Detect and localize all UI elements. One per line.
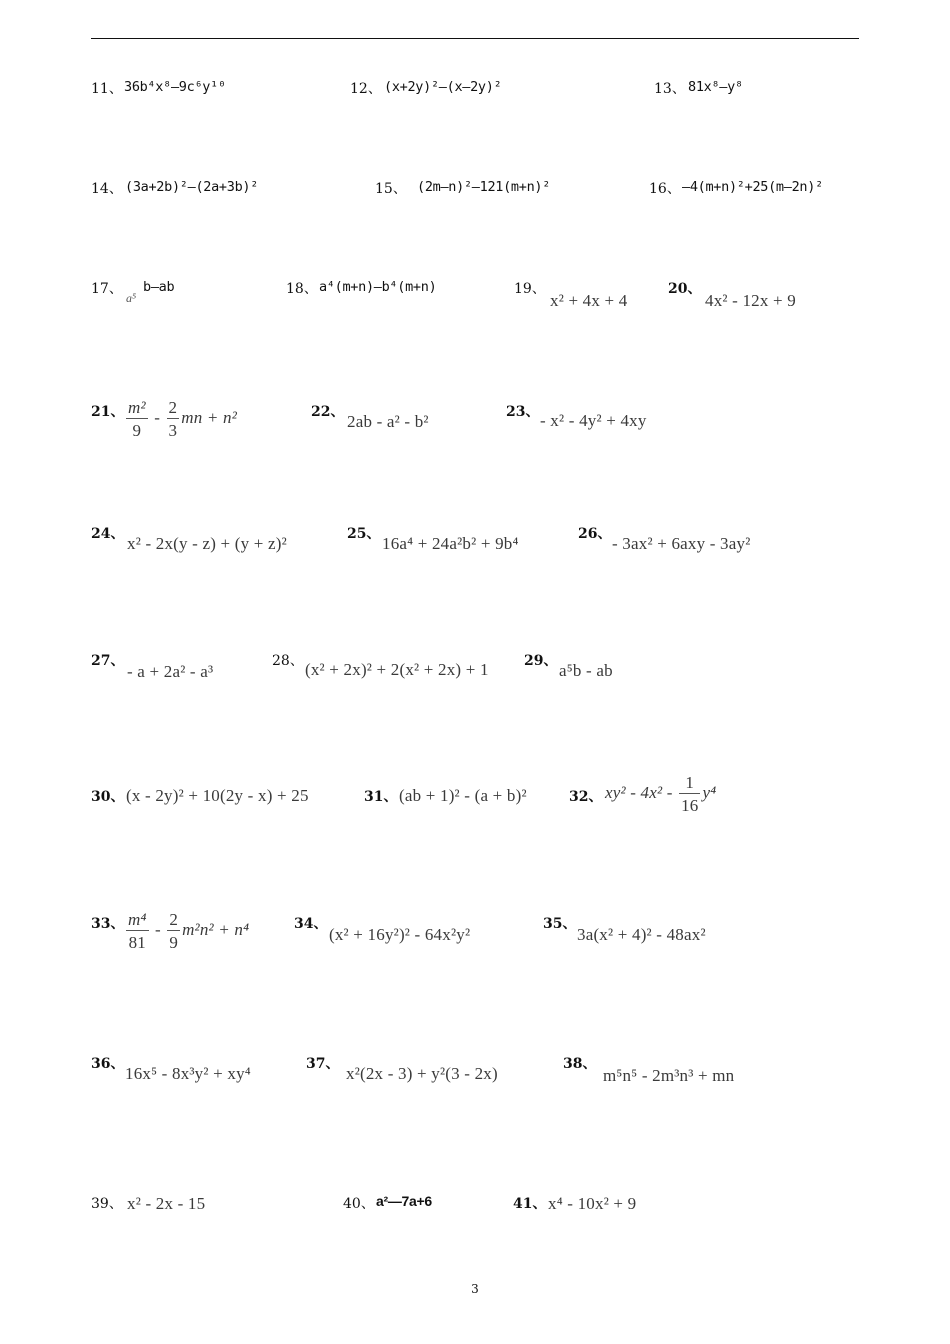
fraction-numerator: 2: [168, 398, 178, 417]
problem-number: 40、: [343, 1196, 375, 1212]
problem-expression: (2m—n)²—121(m+n)²: [417, 179, 551, 195]
problem-expression: x² + 4x + 4: [550, 291, 628, 310]
problem-expression: a⁵b - ab: [559, 661, 613, 680]
problem-expression: m⁵n⁵ - 2m³n³ + mn: [603, 1066, 735, 1085]
problem-number: 13、: [654, 81, 686, 97]
problem-number: 21、: [91, 404, 125, 420]
problem-expression: a⁴(m+n)—b⁴(m+n): [319, 279, 437, 295]
problem-expression: (ab + 1)² - (a + b)²: [399, 786, 527, 805]
problem-number: 17、: [91, 281, 123, 297]
expression-tail: m²n² + n⁴: [182, 919, 250, 939]
fraction-denominator: 9: [132, 421, 142, 440]
fraction: [679, 774, 700, 814]
fraction-numerator: 1: [679, 774, 700, 794]
problem-expression: (x+2y)²—(x—2y)²: [384, 79, 502, 95]
problem-expression: x² - 2x - 15: [127, 1194, 206, 1213]
problem-number: 31、: [364, 789, 398, 805]
problem-number: 34、: [294, 916, 328, 932]
problem-number: 22、: [311, 404, 345, 420]
problem-number: 16、: [649, 181, 681, 197]
problem-expression: $\frac{\text{m²}}{9}$ - $\frac{2}{3}$ mn + n²: [128, 398, 237, 440]
problem-number: 15、: [375, 181, 407, 197]
problem-expression: x²(2x - 3) + y²(3 - 2x): [346, 1064, 498, 1083]
problem-expression: —4(m+n)²+25(m—2n)²: [682, 179, 823, 195]
expression-tail: y⁴: [702, 782, 717, 802]
problem-expression: x² - 2x(y - z) + (y + z)²: [127, 534, 287, 553]
page-number: 3: [471, 1282, 479, 1296]
problem-expression: 81x⁸—y⁸: [688, 79, 743, 95]
problem-expression: - x² - 4y² + 4xy: [540, 411, 647, 430]
problem-expression: - a + 2a² - a³: [127, 662, 214, 681]
problem-expression: (x² + 16y²)² - 64x²y²: [329, 925, 471, 944]
problem-expression: x⁴ - 10x² + 9: [548, 1194, 637, 1213]
problem-number: 25、: [347, 526, 381, 542]
fraction: [167, 399, 180, 439]
problem-expression: (x² + 2x)² + 2(x² + 2x) + 1: [305, 660, 489, 679]
header-rule: [91, 38, 859, 39]
problem-number: 32、: [569, 789, 603, 805]
problem-expression-prefix: a⁵: [126, 291, 137, 305]
problem-number: 19、: [514, 281, 546, 297]
fraction-numerator: m²: [128, 398, 146, 417]
fraction-numerator: m⁴: [128, 910, 147, 929]
problem-number: 12、: [350, 81, 382, 97]
problem-number: 38、: [563, 1056, 597, 1072]
problem-number: 23、: [506, 404, 540, 420]
fraction: [126, 399, 148, 439]
problem-expression: b—ab: [143, 279, 175, 295]
problem-number: 33、: [91, 916, 125, 932]
problem-number: 28、: [272, 653, 304, 669]
problem-number: 41、: [513, 1196, 547, 1212]
fraction-denominator: 81: [128, 933, 146, 952]
problem-expression: [605, 774, 716, 814]
fraction-denominator: 16: [681, 796, 699, 815]
problem-number: 14、: [91, 181, 123, 197]
expression-head: xy² - 4x² -: [605, 782, 673, 802]
problem-number: 11、: [91, 81, 123, 97]
problem-expression: (x - 2y)² + 10(2y - x) + 25: [126, 786, 309, 805]
problem-number: 37、: [306, 1056, 340, 1072]
problem-number: 29、: [524, 653, 558, 669]
problem-expression: $\frac{\text{m⁴}}{81}$ - $\frac{2}{9}$ m²n² + n⁴: [128, 910, 250, 952]
problem-number: 35、: [543, 916, 577, 932]
problem-expression: a²—7a+6: [376, 1193, 432, 1209]
problem-expression: 16x⁵ - 8x³y² + xy⁴: [125, 1064, 251, 1083]
fraction-denominator: 9: [169, 933, 179, 952]
problem-number: 24、: [91, 526, 125, 542]
problem-expression: 2ab - a² - b²: [347, 412, 429, 431]
fraction: [167, 911, 180, 951]
fraction: [126, 911, 149, 951]
problem-number: 39、: [91, 1196, 123, 1212]
problem-number: 20、: [668, 281, 702, 297]
problem-expression: 4x² - 12x + 9: [705, 291, 796, 310]
problem-expression: 16a⁴ + 24a²b² + 9b⁴: [382, 534, 519, 553]
problem-expression: - 3ax² + 6axy - 3ay²: [612, 534, 751, 553]
expression-tail: mn + n²: [181, 407, 237, 427]
problem-number: 18、: [286, 281, 318, 297]
fraction-denominator: 3: [168, 421, 178, 440]
problem-expression: (3a+2b)²—(2a+3b)²: [125, 179, 259, 195]
problem-expression: 36b⁴x⁸—9c⁶y¹⁰: [124, 79, 226, 95]
problem-number: 26、: [578, 526, 612, 542]
problem-number: 30、: [91, 789, 125, 805]
fraction-numerator: 2: [169, 910, 179, 929]
problem-number: 27、: [91, 653, 125, 669]
problem-expression: 3a(x² + 4)² - 48ax²: [577, 925, 706, 944]
problem-number: 36、: [91, 1056, 125, 1072]
